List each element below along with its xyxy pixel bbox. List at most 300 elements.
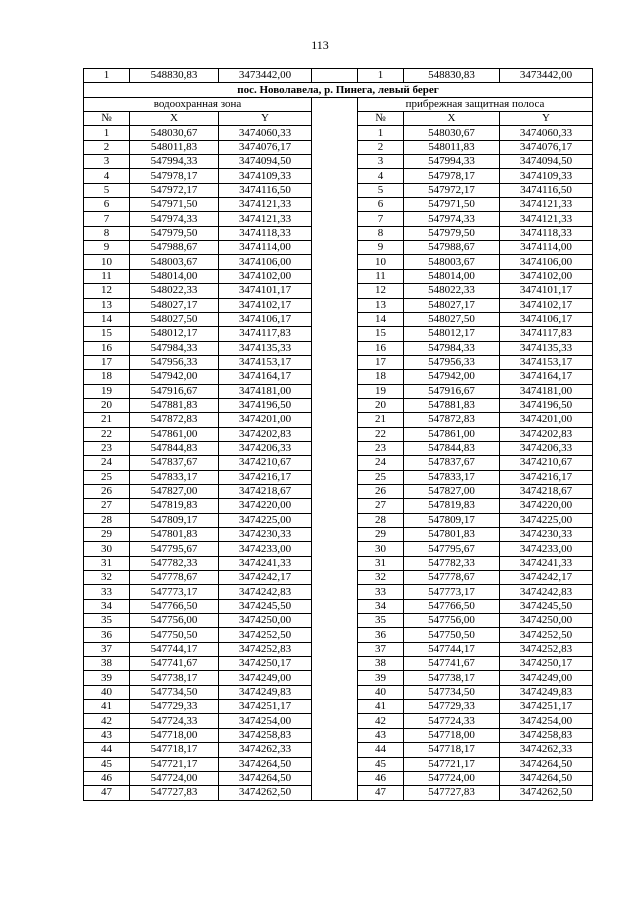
right-x-cell: 547844,83 [404,441,500,455]
gap-cell [312,499,358,513]
right-num-cell: 33 [358,585,404,599]
gap-cell [312,112,358,126]
right-x-cell: 548027,50 [404,312,500,326]
right-x-cell: 548030,67 [404,126,500,140]
left-x-cell: 547782,33 [130,556,219,570]
left-num-cell: 2 [84,140,130,154]
right-x-cell: 548012,17 [404,327,500,341]
left-y-cell: 3474216,17 [219,470,312,484]
right-x-cell: 547972,17 [404,183,500,197]
left-num-cell: 16 [84,341,130,355]
right-y-cell: 3474106,17 [500,312,593,326]
right-x-cell: 547984,33 [404,341,500,355]
right-num-cell: 37 [358,642,404,656]
table-row [84,571,593,585]
right-x-cell: 547778,67 [404,571,500,585]
left-num-cell: 24 [84,456,130,470]
left-y-cell: 3474102,00 [219,269,312,283]
gap-cell [312,284,358,298]
left-num-cell: 40 [84,685,130,699]
left-num-cell: 30 [84,542,130,556]
right-x-cell: 547881,83 [404,398,500,412]
left-x-cell: 547724,00 [130,771,219,785]
gap-cell [312,585,358,599]
right-num-cell: 6 [358,198,404,212]
left-x-cell: 548022,33 [130,284,219,298]
right-y-cell: 3474242,17 [500,571,593,585]
left-x-cell: 547724,33 [130,714,219,728]
gap-cell [312,513,358,527]
left-num-cell: 25 [84,470,130,484]
right-x-cell: 547833,17 [404,470,500,484]
right-x-cell: 548011,83 [404,140,500,154]
left-y-cell: 3474250,17 [219,657,312,671]
table-row [84,771,593,785]
right-num-cell: 39 [358,671,404,685]
left-x-cell: 547756,00 [130,614,219,628]
right-num-cell: 44 [358,743,404,757]
gap-cell [312,255,358,269]
left-y-cell: 3474252,50 [219,628,312,642]
settlement-title: пос. Новолавела, р. Пинега, левый берег [84,83,593,97]
right-y-cell: 3474241,33 [500,556,593,570]
right-y-cell: 3474135,33 [500,341,593,355]
left-y-cell: 3474264,50 [219,771,312,785]
left-num-cell: 43 [84,728,130,742]
right-y-cell: 3474258,83 [500,728,593,742]
right-y-cell: 3474206,33 [500,441,593,455]
left-num-cell: 10 [84,255,130,269]
left-y-cell: 3474225,00 [219,513,312,527]
left-y-cell: 3474135,33 [219,341,312,355]
right-x-cell: 547729,33 [404,700,500,714]
left-y-cell: 3474202,83 [219,427,312,441]
left-x-cell: 547744,17 [130,642,219,656]
right-x-cell: 547718,17 [404,743,500,757]
right-num-cell: 30 [358,542,404,556]
gap-cell [312,786,358,800]
gap-cell [312,528,358,542]
right-x-cell: 548003,67 [404,255,500,269]
left-x-cell: 547978,17 [130,169,219,183]
left-num-cell: 20 [84,398,130,412]
left-y-cell: 3474109,33 [219,169,312,183]
right-x-cell: 548022,33 [404,284,500,298]
right-y-cell: 3474181,00 [500,384,593,398]
right-y-cell: 3474251,17 [500,700,593,714]
left-y-cell: 3474218,67 [219,484,312,498]
right-y-cell: 3474216,17 [500,470,593,484]
right-x-cell: 547773,17 [404,585,500,599]
zone-left-title: водоохранная зона [84,97,312,111]
left-num-cell: 28 [84,513,130,527]
left-x-header: X [130,112,219,126]
left-num-cell: 45 [84,757,130,771]
gap-cell [312,413,358,427]
right-x-cell: 547727,83 [404,786,500,800]
right-num-cell: 5 [358,183,404,197]
left-num-cell: 19 [84,384,130,398]
gap-cell [312,370,358,384]
left-x-cell: 547738,17 [130,671,219,685]
right-y-cell: 3474153,17 [500,355,593,369]
left-num-cell: 29 [84,528,130,542]
table-row [84,470,593,484]
axis-header-row [84,112,593,126]
left-num-cell: 7 [84,212,130,226]
left-num-cell: 5 [84,183,130,197]
table-row [84,528,593,542]
table-row [84,671,593,685]
left-num-cell: 18 [84,370,130,384]
left-num-cell: 34 [84,599,130,613]
left-y-cell: 3474262,33 [219,743,312,757]
right-num-cell: 14 [358,312,404,326]
right-num-cell: 2 [358,140,404,154]
right-y-cell: 3474102,00 [500,269,593,283]
right-num-cell: 1 [358,69,404,83]
right-num-cell: 15 [358,327,404,341]
left-y-cell: 3474251,17 [219,700,312,714]
right-y-cell: 3474252,50 [500,628,593,642]
left-x-cell: 547721,17 [130,757,219,771]
right-num-cell: 13 [358,298,404,312]
right-y-cell: 3474218,67 [500,484,593,498]
table-row [84,226,593,240]
table-row [84,427,593,441]
right-x-cell: 547734,50 [404,685,500,699]
right-x-cell: 547979,50 [404,226,500,240]
right-x-cell: 547872,83 [404,413,500,427]
gap-cell [312,599,358,613]
right-num-cell: 9 [358,241,404,255]
left-x-cell: 547750,50 [130,628,219,642]
left-num-cell: 32 [84,571,130,585]
left-x-cell: 547881,83 [130,398,219,412]
left-x-cell: 547994,33 [130,155,219,169]
left-x-cell: 547819,83 [130,499,219,513]
table-row [84,312,593,326]
right-x-cell: 547718,00 [404,728,500,742]
table-row [84,441,593,455]
left-y-cell: 3474114,00 [219,241,312,255]
right-y-cell: 3474249,00 [500,671,593,685]
table-row [84,398,593,412]
left-x-cell: 547942,00 [130,370,219,384]
left-y-cell: 3474249,00 [219,671,312,685]
right-num-cell: 18 [358,370,404,384]
table-row [84,341,593,355]
gap-cell [312,714,358,728]
table-row [84,384,593,398]
right-y-cell: 3474245,50 [500,599,593,613]
left-x-cell: 547984,33 [130,341,219,355]
table-row [84,269,593,283]
gap-cell [312,556,358,570]
gap-cell [312,341,358,355]
right-y-cell: 3474060,33 [500,126,593,140]
right-num-cell: 4 [358,169,404,183]
left-num-cell: 47 [84,786,130,800]
right-y-cell: 3474102,17 [500,298,593,312]
left-y-cell: 3474106,00 [219,255,312,269]
left-num-cell: 6 [84,198,130,212]
left-x-cell: 547861,00 [130,427,219,441]
gap-cell [312,542,358,556]
coordinates-table [83,68,593,801]
left-num-cell: 9 [84,241,130,255]
right-y-cell: 3474196,50 [500,398,593,412]
right-y-cell: 3474109,33 [500,169,593,183]
right-num-cell: 40 [358,685,404,699]
right-num-cell: 38 [358,657,404,671]
right-num-cell: 42 [358,714,404,728]
left-x-cell: 548030,67 [130,126,219,140]
left-x-cell: 548012,17 [130,327,219,341]
right-x-cell: 547837,67 [404,456,500,470]
left-y-cell: 3474206,33 [219,441,312,455]
right-y-cell: 3474116,50 [500,183,593,197]
left-num-cell: 27 [84,499,130,513]
left-y-cell: 3474249,83 [219,685,312,699]
settlement-row [84,83,593,97]
right-num-cell: 26 [358,484,404,498]
right-num-cell: 45 [358,757,404,771]
left-num-cell: 44 [84,743,130,757]
right-y-cell: 3474114,00 [500,241,593,255]
gap-cell [312,728,358,742]
table-row [84,714,593,728]
right-num-cell: 27 [358,499,404,513]
left-y-cell: 3474106,17 [219,312,312,326]
left-y-cell: 3474164,17 [219,370,312,384]
left-x-cell: 547729,33 [130,700,219,714]
left-x-cell: 547979,50 [130,226,219,240]
left-y-cell: 3474264,50 [219,757,312,771]
table-row [84,685,593,699]
right-num-cell: 43 [358,728,404,742]
right-x-cell: 547861,00 [404,427,500,441]
table-row [84,370,593,384]
right-y-cell: 3474164,17 [500,370,593,384]
right-y-cell: 3474076,17 [500,140,593,154]
gap-cell [312,97,358,111]
left-y-cell: 3474121,33 [219,198,312,212]
right-x-cell: 548027,17 [404,298,500,312]
gap-cell [312,126,358,140]
gap-cell [312,757,358,771]
table-row [84,642,593,656]
left-x-cell: 547718,00 [130,728,219,742]
right-num-cell: 12 [358,284,404,298]
table-row [84,556,593,570]
table-row [84,298,593,312]
left-x-cell: 548011,83 [130,140,219,154]
gap-cell [312,298,358,312]
gap-cell [312,427,358,441]
gap-cell [312,700,358,714]
table-row [84,614,593,628]
right-x-cell: 547741,67 [404,657,500,671]
right-x-cell: 547744,17 [404,642,500,656]
right-num-cell: 22 [358,427,404,441]
right-x-cell: 547971,50 [404,198,500,212]
left-y-cell: 3474242,83 [219,585,312,599]
right-num-header: № [358,112,404,126]
right-num-cell: 47 [358,786,404,800]
right-num-cell: 28 [358,513,404,527]
left-x-cell: 547916,67 [130,384,219,398]
left-y-cell: 3474060,33 [219,126,312,140]
left-y-cell: 3474117,83 [219,327,312,341]
table-row [84,198,593,212]
left-y-cell: 3474230,33 [219,528,312,542]
left-y-cell: 3474258,83 [219,728,312,742]
left-y-cell: 3474201,00 [219,413,312,427]
right-y-cell: 3474121,33 [500,212,593,226]
left-x-cell: 547956,33 [130,355,219,369]
right-num-cell: 31 [358,556,404,570]
right-x-cell: 547988,67 [404,241,500,255]
right-x-cell: 547750,50 [404,628,500,642]
left-y-cell: 3474118,33 [219,226,312,240]
right-y-cell: 3474106,00 [500,255,593,269]
left-x-cell: 547827,00 [130,484,219,498]
left-x-cell: 547801,83 [130,528,219,542]
left-x-cell: 548014,00 [130,269,219,283]
table-row [84,456,593,470]
right-x-cell: 547956,33 [404,355,500,369]
right-x-cell: 547994,33 [404,155,500,169]
right-y-cell: 3474201,00 [500,413,593,427]
right-y-cell: 3474254,00 [500,714,593,728]
right-num-cell: 16 [358,341,404,355]
right-y-cell: 3474250,00 [500,614,593,628]
left-y-cell: 3474153,17 [219,355,312,369]
left-y-cell: 3474121,33 [219,212,312,226]
left-x-cell: 547741,67 [130,657,219,671]
left-x-cell: 547974,33 [130,212,219,226]
right-y-cell: 3474094,50 [500,155,593,169]
left-num-cell: 21 [84,413,130,427]
table-row [84,327,593,341]
gap-cell [312,657,358,671]
table-row [84,212,593,226]
right-y-cell: 3474249,83 [500,685,593,699]
table-row [84,657,593,671]
gap-cell [312,327,358,341]
right-y-cell: 3474264,50 [500,771,593,785]
left-num-cell: 8 [84,226,130,240]
left-y-cell: 3474252,83 [219,642,312,656]
right-x-cell: 547978,17 [404,169,500,183]
left-y-cell: 3474233,00 [219,542,312,556]
right-x-cell: 547756,00 [404,614,500,628]
left-num-cell: 22 [84,427,130,441]
left-num-cell: 17 [84,355,130,369]
gap-cell [312,484,358,498]
table-row [84,743,593,757]
gap-cell [312,642,358,656]
gap-cell [312,269,358,283]
table-row [84,484,593,498]
left-y-cell: 3473442,00 [219,69,312,83]
right-num-cell: 7 [358,212,404,226]
gap-cell [312,671,358,685]
left-num-cell: 13 [84,298,130,312]
right-num-cell: 11 [358,269,404,283]
right-y-cell: 3474250,17 [500,657,593,671]
table-row [84,183,593,197]
gap-cell [312,743,358,757]
left-num-cell: 35 [84,614,130,628]
right-num-cell: 17 [358,355,404,369]
table-row [84,728,593,742]
gap-cell [312,212,358,226]
left-y-cell: 3474210,67 [219,456,312,470]
right-x-cell: 547738,17 [404,671,500,685]
right-num-cell: 41 [358,700,404,714]
gap-cell [312,198,358,212]
left-x-cell: 547988,67 [130,241,219,255]
left-x-cell: 547971,50 [130,198,219,212]
left-num-cell: 38 [84,657,130,671]
left-num-cell: 31 [84,556,130,570]
table-row [84,599,593,613]
left-y-cell: 3474181,00 [219,384,312,398]
table-row [84,499,593,513]
right-num-cell: 34 [358,599,404,613]
left-x-cell: 548027,17 [130,298,219,312]
right-num-cell: 36 [358,628,404,642]
table-row [84,155,593,169]
left-x-cell: 548027,50 [130,312,219,326]
left-num-cell: 12 [84,284,130,298]
gap-cell [312,441,358,455]
right-y-cell: 3474242,83 [500,585,593,599]
gap-cell [312,384,358,398]
gap-cell [312,155,358,169]
left-y-cell: 3474250,00 [219,614,312,628]
right-num-cell: 35 [358,614,404,628]
gap-cell [312,69,358,83]
right-y-cell: 3474233,00 [500,542,593,556]
gap-cell [312,685,358,699]
left-y-cell: 3474242,17 [219,571,312,585]
table-row [84,786,593,800]
right-y-cell: 3474117,83 [500,327,593,341]
table-row [84,585,593,599]
left-num-cell: 3 [84,155,130,169]
right-num-cell: 23 [358,441,404,455]
table-row [84,355,593,369]
left-y-cell: 3474196,50 [219,398,312,412]
left-x-cell: 547844,83 [130,441,219,455]
table-row [84,628,593,642]
right-num-cell: 29 [358,528,404,542]
left-x-cell: 547766,50 [130,599,219,613]
right-y-cell: 3473442,00 [500,69,593,83]
left-x-cell: 548830,83 [130,69,219,83]
table-row [84,757,593,771]
right-x-cell: 547724,00 [404,771,500,785]
right-x-cell: 548014,00 [404,269,500,283]
left-num-cell: 33 [84,585,130,599]
left-num-cell: 39 [84,671,130,685]
gap-cell [312,628,358,642]
gap-cell [312,140,358,154]
left-num-cell: 42 [84,714,130,728]
